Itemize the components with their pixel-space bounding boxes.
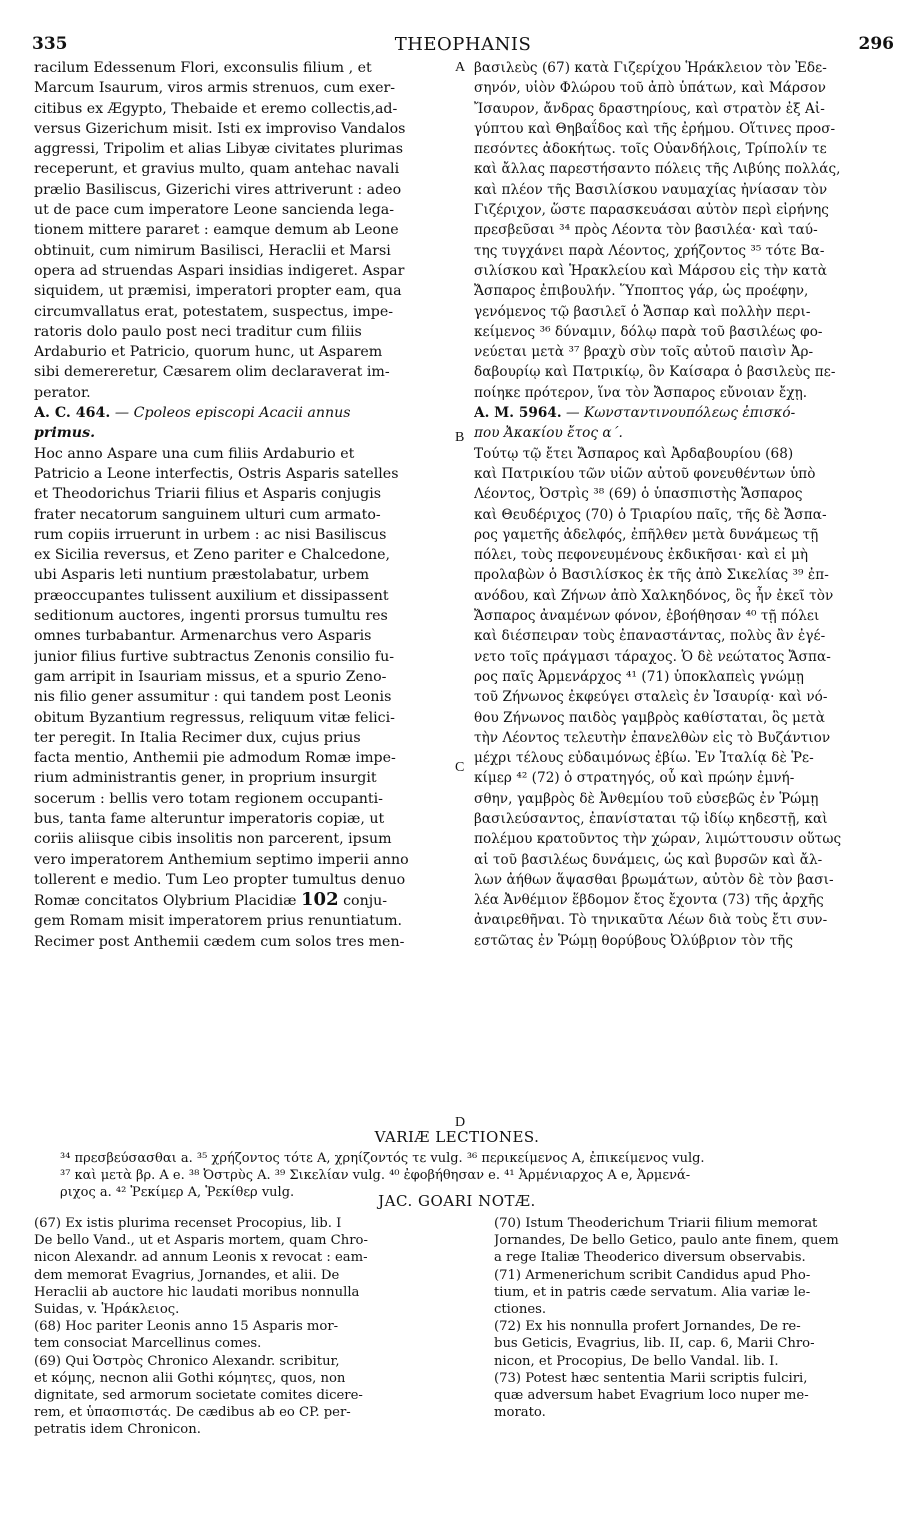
text-line: morato. xyxy=(494,1405,546,1421)
text-line: et Theodorichus Triarii filius et Asparis conjugis xyxy=(34,486,382,503)
text-line: rem, et ὑπασπιστάς. De cædibus ab eo CP. per- xyxy=(34,1405,351,1421)
text-line: Ἄσπαρος ἐπιβουλήν. Ὕποπτος γάρ, ὡς προέφην, xyxy=(474,283,809,300)
text-line: (68) Hoc pariter Leonis anno 15 Asparis mor- xyxy=(34,1319,339,1335)
greek-text-block-1 xyxy=(474,58,890,403)
text-line: καὶ Θευδέριχος (70) ὁ Τριαρίου παῖς, τῆς δὲ Ἄσπα- xyxy=(474,506,827,523)
text-line: πεσόντες ἀδοκήτως. τοῖς Οὐανδήλοις, Τρίπολίν τε xyxy=(474,141,827,158)
text-line: omnes turbabantur. Armenarchus vero Asparis xyxy=(34,628,372,645)
text-segment: conju- xyxy=(343,893,388,910)
text-line: tionem mittere pararet : eamque demum ab Leone xyxy=(34,222,399,239)
text-line: et κόμης, necnon alii Gothi κόμητες, quos, non xyxy=(34,1370,346,1386)
text-line: aggressi, Tripolim et alias Libyæ civitates plurimas xyxy=(34,141,404,158)
text-line: της τυγχάνει παρὰ Λέοντος, χρήζοντος ³⁵ τότε Βα- xyxy=(474,242,825,259)
text-line: πολέμου κρατοῦντος τὴν χώραν, λιμώττουσιν οὕτως xyxy=(474,831,842,848)
text-line: (73) Potest hæc sententia Marii scriptis fulciri, xyxy=(494,1370,808,1386)
text-line: coriis aliisque cibis insolitis non parcerent, ipsum xyxy=(34,831,392,848)
text-line: quæ adversum habet Evagrium loco nuper me- xyxy=(494,1388,809,1404)
text-line: frater necatorum sanguinem ulturi cum armato- xyxy=(34,506,381,523)
text-line: racilum Edessenum Flori, exconsulis filium , et xyxy=(34,60,372,76)
text-line: Recimer post Anthemii cædem cum solos tres men- xyxy=(34,933,405,950)
text-line: nicon, et Procopius, De bello Vandal. lib. I. xyxy=(494,1353,779,1369)
text-line: κείμενος ³⁶ δύναμιν, δόλῳ παρὰ τοῦ βασιλέως φο- xyxy=(474,323,823,340)
text-line: Ἴσαυρον, ἄνδρας δραστηρίους, καὶ στρατὸν ἐξ Αἰ- xyxy=(474,100,825,117)
text-line: ποίηκε πρότερον, ἵνα τὸν Ἄσπαρος εὔνοιαν ἔχῃ. xyxy=(474,384,808,401)
text-line: obitum Byzantium regressus, reliquum vitæ felici- xyxy=(34,709,395,726)
text-line: seditionum auctores, ingenti prorsus tumultu res xyxy=(34,608,388,625)
text-line: Γιζέριχον, ὥστε παρασκευάσαι αὐτὸν περὶ εἰρήνης xyxy=(474,202,829,219)
text-line: dignitate, sed armorum societate comites dicere- xyxy=(34,1388,363,1404)
text-line: δαβουρίῳ καὶ Πατρικίῳ, ὃν Καίσαρα ὁ βασιλεὺς πε- xyxy=(474,364,836,381)
text-line: τὴν Λέοντος τελευτὴν ἐπανελθὼν εἰς τὸ Βυζάντιον xyxy=(474,729,831,746)
text-line: (67) Ex istis plurima recenset Procopius, lib. I xyxy=(34,1216,342,1231)
text-line: tem consociat Marcellinus comes. xyxy=(34,1336,262,1352)
greek-year-text-2: που Ἀκακίου ἔτος α΄. xyxy=(474,425,623,442)
text-line: σηνόν, υἱὸν Φλώρου τοῦ ἀπὸ ὑπάτων, καὶ Μάρσον xyxy=(474,80,826,97)
text-line: socerum : bellis vero totam regionem occupanti- xyxy=(34,790,383,807)
text-line: ανόδου, καὶ Ζήνων ἀπὸ Χαλκηδόνος, ὃς ἦν ἐκεῖ τὸν xyxy=(474,587,834,604)
text-line: τοῦ Ζήνωνος ἐκφεύγει σταλεὶς ἐν Ἰσαυρίᾳ· καὶ νό- xyxy=(474,689,828,706)
text-line: Λέοντος, Ὀστρὶς ³⁸ (69) ὁ ὑπασπιστὴς Ἄσπαρος xyxy=(474,486,803,503)
text-line: θου Ζήνωνος παιδὸς γαμβρὸς καθίσταται, ὃς μετὰ xyxy=(474,709,825,726)
greek-year-heading xyxy=(474,403,890,444)
text-line: ρος γαμετῆς ἀδελφός, ἐπῆλθεν μετὰ δυνάμεως τῇ xyxy=(474,526,819,543)
text-line: ter peregit. In Italia Recimer dux, cujus prius xyxy=(34,729,361,746)
left-page-number: 335 xyxy=(32,34,68,54)
text-line: rum copiis irruerunt in urbem : ac nisi Basiliscus xyxy=(34,526,387,543)
text-line: σθην, γαμβρὸς δὲ Ἀνθεμίου τοῦ εὐσεβῶς ἐν Ῥώμῃ xyxy=(474,790,819,807)
latin-year-heading xyxy=(34,403,452,444)
notes-right-column xyxy=(494,1215,886,1421)
margin-marker-c: C xyxy=(455,760,465,775)
latin-column xyxy=(34,58,452,952)
text-line: gem Romam misit imperatorem prius renuntiatum. xyxy=(34,913,403,930)
text-line: Patricio a Leone interfectis, Ostris Asparis satelles xyxy=(34,465,399,482)
latin-year-text: — Cpoleos episcopi Acacii annus xyxy=(114,405,351,422)
greek-year-text: — Κωνσταντινουπόλεως ἐπισκό- xyxy=(566,405,796,422)
text-line: obtinuit, cum nimirum Basilisci, Heraclii et Marsi xyxy=(34,242,391,259)
text-line: bus Geticis, Evagrius, lib. II, cap. 6, Marii Chro- xyxy=(494,1336,815,1352)
text-line: ἀναιρεθῆναι. Τὸ τηνικαῦτα Λέων διὰ τοὺς ἔτι συν- xyxy=(474,912,828,929)
text-line: ριχος a. ⁴² Ῥεκίμερ A, Ῥεκίθερ vulg. xyxy=(60,1185,295,1200)
text-line: (69) Qui Ὀστρὸς Chronico Alexandr. scribitur, xyxy=(34,1353,340,1369)
greek-column xyxy=(474,58,890,951)
text-line: tium, et in patris cæde servatum. Alia variæ le- xyxy=(494,1284,811,1300)
text-line: πρεσβεῦσαι ³⁴ πρὸς Λέοντα τὸν βασιλέα· καὶ ταύ- xyxy=(474,222,818,239)
text-line: a rege Italiæ Theoderico diversum observabis. xyxy=(494,1250,806,1266)
text-line: καὶ Πατρικίου τῶν υἱῶν αὐτοῦ φονευθέντων ὑπὸ xyxy=(474,465,816,482)
text-line: gam arripit in Isauriam missus, et a spurio Zeno- xyxy=(34,668,387,685)
text-line: versus Gizerichum misit. Isti ex improviso Vandalos xyxy=(34,120,406,137)
text-line: rium administrantis gener, in proprium insurgit xyxy=(34,770,377,787)
text-line: nis filio gener assumitur : qui tandem post Leonis xyxy=(34,689,392,706)
latin-year-text-2: primus. xyxy=(34,425,96,442)
latin-text-block-2 xyxy=(34,444,452,952)
text-line: petratis idem Chronicon. xyxy=(34,1422,201,1438)
text-line: νετο τοῖς πράγμασι τάραχος. Ὁ δὲ νεώτατος Ἄσπα- xyxy=(474,648,831,665)
text-line: Jornandes, De bello Getico, paulo ante finem, quem xyxy=(494,1233,839,1249)
text-line: προλαβὼν ὁ Βασιλίσκος ἐκ τῆς ἀπὸ Σικελίας ³⁹ ἐπ- xyxy=(474,567,829,584)
text-line: tollerent e medio. Tum Leo propter tumultus denuo xyxy=(34,871,406,888)
margin-marker-d: D xyxy=(455,1115,466,1130)
text-line: ³⁴ πρεσβεύσασθαι a. ³⁵ χρήζοντος τότε A, χρηίζοντός τε vulg. ³⁶ περικείμενος A, ἐπικείμενος vulg. xyxy=(60,1151,705,1166)
greek-year-label: A. M. 5964. xyxy=(474,405,562,422)
text-line: citibus ex Ægypto, Thebaide et eremo collectis,ad- xyxy=(34,100,398,117)
text-line: (72) Ex his nonnulla profert Jornandes, De re- xyxy=(494,1319,801,1335)
text-line: ρος παῖς Ἀρμενάρχος ⁴¹ (71) ὑποκλαπεὶς γνώμῃ xyxy=(474,668,804,685)
text-line: ubi Asparis leti nuntium præstolabatur, urbem xyxy=(34,567,370,584)
text-line: ³⁷ καὶ μετὰ βρ. A e. ³⁸ Ὀστρὺς A. ³⁹ Σικελίαν vulg. ⁴⁰ ἐφοβήθησαν e. ⁴¹ Ἀρμένιαρχος A e, Ἀρμενά- xyxy=(60,1168,691,1183)
text-line: βασιλεύσαντος, ἐπανίσταται τῷ ἰδίῳ κηδεστῇ, καὶ xyxy=(474,810,828,827)
text-line: Ardaburio et Patricio, quorum hunc, ut Asparem xyxy=(34,344,383,361)
text-line: καὶ διέσπειραν τοὺς ἐπαναστάντας, πολὺς ἂν ἐγέ- xyxy=(474,628,826,645)
text-line: Ἄσπαρος ἀναμένων φόνον, ἐβοήθησαν ⁴⁰ τῇ πόλει xyxy=(474,608,820,625)
text-line: εστῶτας ἐν Ῥώμῃ θορύβους Ὀλύβριον τὸν τῆς xyxy=(474,932,794,949)
text-line: ex Sicilia reversus, et Zeno pariter e Chalcedone, xyxy=(34,547,390,564)
text-line: ctiones. xyxy=(494,1302,547,1318)
text-line: γενόμενος τῷ βασιλεῖ ὁ Ἄσπαρ καὶ πολλὴν περι- xyxy=(474,303,811,320)
text-line: λέα Ἀνθέμιον ἕβδομον ἔτος ἔχοντα (73) τῆς ἀρχῆς xyxy=(474,892,824,909)
notes-title: JAC. GOARI NOTÆ. xyxy=(378,1192,536,1210)
text-line: junior filius furtive subtractus Zenonis consilio fu- xyxy=(34,648,395,665)
text-line: De bello Vand., ut et Asparis mortem, quam Chro- xyxy=(34,1233,368,1249)
latin-year-label: A. C. 464. xyxy=(34,405,111,422)
text-line: præoccupantes tulissent auxilium et dissipassent xyxy=(34,587,389,604)
text-line: prælio Basiliscus, Gizerichi vires attriverunt : adeo xyxy=(34,181,402,198)
text-line: circumvallatus erat, potestatem, suspectus, impe- xyxy=(34,303,394,320)
text-line: μέχρι τέλους εὐδαιμόνως ἐβίω. Ἐν Ἰταλίᾳ δὲ Ῥε- xyxy=(474,750,814,767)
text-line: facta mentio, Anthemii pie admodum Romæ impe- xyxy=(34,750,396,767)
text-segment: Romæ concitatos Olybrium Placidiæ xyxy=(34,893,297,910)
latin-text-block-1 xyxy=(34,58,452,403)
text-line: (70) Istum Theoderichum Triarii filium memorat xyxy=(494,1216,818,1231)
text-line: Suidas, v. Ἡράκλειος. xyxy=(34,1302,180,1318)
margin-marker-b: B xyxy=(455,430,465,445)
margin-marker-a: A xyxy=(455,60,466,75)
running-header xyxy=(32,34,894,56)
text-line xyxy=(34,890,452,911)
running-title: THEOPHANIS xyxy=(394,34,532,55)
text-line: Hoc anno Aspare una cum filiis Ardaburio et xyxy=(34,445,355,462)
text-line: bus, tanta fame alteruntur imperatoris copiæ, ut xyxy=(34,810,385,827)
text-line: ratoris dolo paulo post neci traditur cum filiis xyxy=(34,323,362,340)
text-line: sibi demereretur, Cæsarem olim declaraverat im- xyxy=(34,364,390,381)
text-line: σιλίσκου καὶ Ἡρακλείου καὶ Μάρσου εἰς τὴν κατὰ xyxy=(474,262,828,279)
text-line: καὶ ἄλλας παρεστήσαντο πόλεις τῆς Λιβύης πολλάς, xyxy=(474,161,841,178)
text-line: perator. xyxy=(34,384,91,401)
text-line: Heraclii ab auctore hic laudati moribus nonnulla xyxy=(34,1284,360,1300)
text-line: Τούτῳ τῷ ἔτει Ἄσπαρος καὶ Ἀρδαβουρίου (68) xyxy=(474,445,794,462)
text-line: αἱ τοῦ βασιλέως δυνάμεις, ὡς καὶ βυρσῶν καὶ ἄλ- xyxy=(474,851,823,868)
text-line: receperunt, et gravius multo, quam antehac navali xyxy=(34,161,400,178)
text-line: siquidem, ut præmisi, imperatori propter eam, qua xyxy=(34,283,402,300)
text-line: κίμερ ⁴² (72) ὁ στρατηγός, οὗ καὶ πρώην ἐμνή- xyxy=(474,770,795,787)
text-line: vero imperatorem Anthemium septimo imperii anno xyxy=(34,851,409,868)
text-line: (71) Armenerichum scribit Candidus apud Pho- xyxy=(494,1267,811,1283)
text-line: νεύεται μετὰ ³⁷ βραχὺ σὺν τοῖς αὐτοῦ παισὶν Ἀρ- xyxy=(474,344,814,361)
right-page-number: 296 xyxy=(858,34,894,54)
variae-title: VARIÆ LECTIONES. xyxy=(374,1128,540,1146)
text-line: ut de pace cum imperatore Leone sancienda lega- xyxy=(34,202,395,219)
greek-text-block-2 xyxy=(474,444,890,951)
text-line: πόλει, τοὺς πεφονευμένους ἐκδικῆσαι· καὶ εἰ μὴ xyxy=(474,547,809,564)
text-line: βασιλεὺς (67) κατὰ Γιζερίχου Ἡράκλειον τὸν Ἐδε- xyxy=(474,60,827,76)
notes-left-column xyxy=(34,1215,454,1439)
text-line: nicon Alexandr. ad annum Leonis x revocat : eam- xyxy=(34,1250,368,1266)
text-line: λων ἀήθων ἅψασθαι βρωμάτων, αὐτὸν δὲ τὸν βασι- xyxy=(474,871,834,888)
text-line: opera ad struendas Aspari insidias indigeret. Aspar xyxy=(34,262,405,279)
text-line: γύπτου καὶ Θηβαΐδος καὶ τῆς ἐρήμου. Οἵτινες προσ- xyxy=(474,120,836,137)
text-line: dem memorat Evagrius, Jornandes, et alii. De xyxy=(34,1267,340,1283)
text-line: Marcum Isaurum, viros armis strenuos, cum exer- xyxy=(34,80,396,97)
text-line: καὶ πλέον τῆς Βασιλίσκου ναυμαχίας ἠνίασαν τὸν xyxy=(474,181,828,198)
inline-page-number: 102 xyxy=(301,890,339,911)
